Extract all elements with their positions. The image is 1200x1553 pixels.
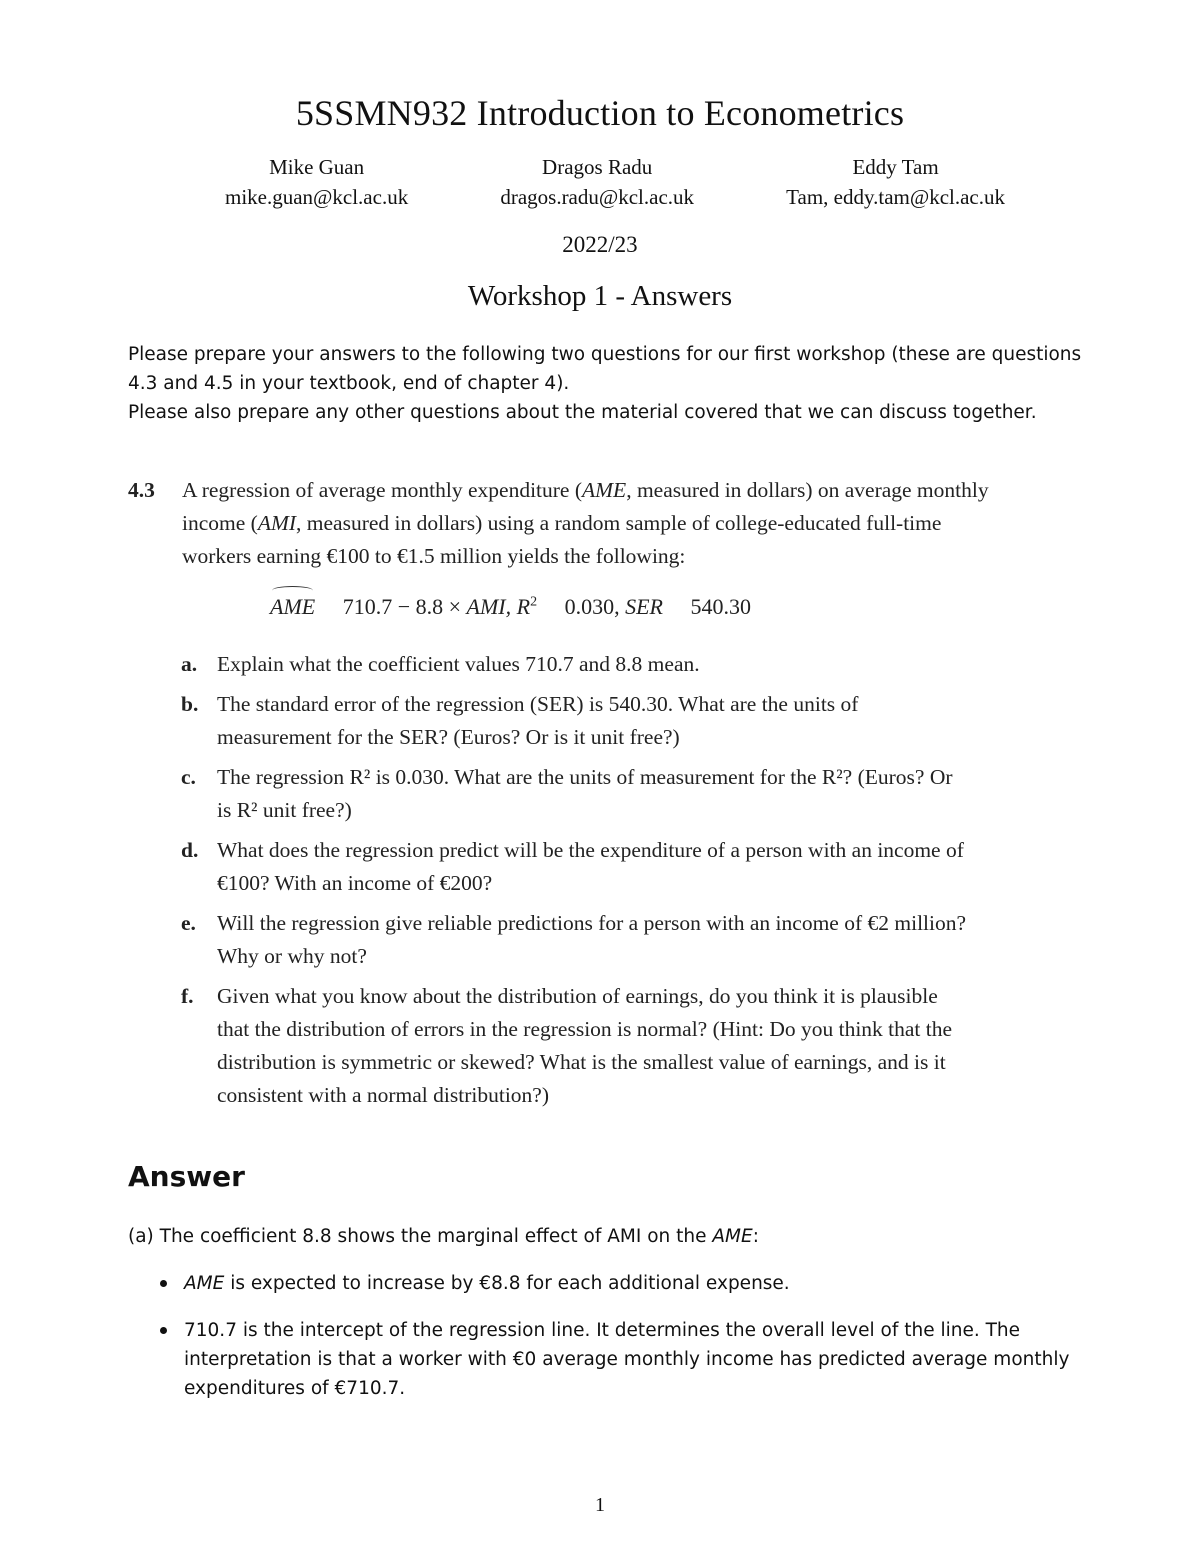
- equation-ami: AMI: [466, 594, 506, 619]
- answer-heading: Answer: [128, 1160, 245, 1193]
- part-label: d.: [181, 838, 199, 862]
- part-text: The standard error of the regression (SER) is 540.30. What are the units of measurement for the SER? (Euros? Or is it unit free?): [217, 692, 859, 749]
- question-part-c: [181, 761, 971, 827]
- part-label: b.: [181, 692, 199, 716]
- answer-intro-text: (a) The coefficient 8.8 shows the marginal effect of AMI on the: [128, 1226, 713, 1247]
- answer-bullets: [128, 1269, 1103, 1403]
- document-subtitle: Workshop 1 - Answers: [467, 280, 733, 312]
- stem-text: , measured in dollars) using a random sample of college-educated full-time workers earning €100 to €1.5 million yields the following:: [182, 511, 942, 568]
- intro-line-1: Please prepare your answers to the following two questions for our first workshop (these are questions 4.3 and 4.5 in your textbook, end of chapter 4).: [128, 344, 1082, 394]
- part-text: The regression R² is 0.030. What are the units of measurement for the R²? (Euros? Or is R² unit free?): [217, 765, 953, 822]
- equation-r2-exponent: 2: [530, 594, 538, 610]
- stem-text: A regression of average monthly expenditure (: [182, 478, 583, 502]
- bullet-icon: [160, 1327, 167, 1334]
- stem-var-ame: AME: [582, 478, 627, 502]
- stem-var-ami: AMI: [257, 511, 297, 535]
- part-text: Will the regression give reliable predictions for a person with an income of €2 million? Why or why not?: [217, 911, 967, 968]
- question-block: [128, 474, 1008, 573]
- document-title: 5SSMN932 Introduction to Econometrics: [295, 93, 905, 133]
- question-part-e: [181, 907, 971, 973]
- equation-ser: SER: [625, 594, 663, 619]
- answer-body: [128, 1222, 1103, 1421]
- part-text: Given what you know about the distribution of earnings, do you think it is plausible that the distribution of errors in the regression is normal? (Hint: Do you think that the distribution is symmetric or skewed? What is the smallest value of earnings, and is it consistent with a normal distribution?): [217, 984, 953, 1107]
- question-part-a: [181, 648, 971, 681]
- part-label: e.: [181, 911, 196, 935]
- stem-text: , measured in dollars) on average monthly income (: [182, 478, 989, 535]
- bullet-text: 710.7 is the intercept of the regression line. It determines the overall level of the line. The interpretation is that a worker with €0 average monthly income has predicted average monthly expenditures of €710.7.: [184, 1320, 1070, 1399]
- question-parts: [181, 648, 971, 1119]
- question-number: 4.3: [128, 478, 155, 502]
- answer-intro: [128, 1222, 1103, 1251]
- intro-line-2: Please also prepare any other questions about the material covered that we can discuss together.: [128, 402, 1037, 423]
- question-part-f: [181, 980, 971, 1112]
- academic-year: 2022/23: [562, 232, 638, 257]
- author-name: Eddy Tam: [852, 155, 939, 179]
- question-stem: [182, 474, 1008, 573]
- author-name: Dragos Radu: [542, 155, 653, 179]
- bullet-text: is expected to increase by €8.8 for each additional expense.: [224, 1273, 790, 1294]
- intro-paragraph: [128, 340, 1108, 427]
- answer-intro-end: :: [752, 1226, 759, 1247]
- page-number: 1: [595, 1494, 605, 1516]
- bullet-var-ame: AME: [184, 1273, 225, 1294]
- part-text: Explain what the coefficient values 710.7 and 8.8 mean.: [217, 652, 700, 676]
- equation-rhs: 710.7 − 8.8 ×: [315, 594, 467, 619]
- regression-equation: [270, 594, 751, 620]
- list-item: [184, 1269, 1103, 1298]
- question-part-b: [181, 688, 971, 754]
- equation-r2-value: 0.030,: [537, 594, 626, 619]
- part-label: f.: [181, 984, 194, 1008]
- author-email: Tam, eddy.tam@kcl.ac.uk: [786, 185, 1005, 209]
- author-email: mike.guan@kcl.ac.uk: [225, 185, 409, 209]
- answer-var-ame: AME: [712, 1226, 753, 1247]
- equation-r2: , R: [505, 594, 531, 619]
- author-1: [225, 152, 408, 212]
- question-part-d: [181, 834, 971, 900]
- bullet-icon: [160, 1280, 167, 1287]
- author-name: Mike Guan: [269, 155, 365, 179]
- part-label: a.: [181, 652, 198, 676]
- equation-lhs: AME: [270, 594, 316, 619]
- part-text: What does the regression predict will be the expenditure of a person with an income of €100? With an income of €200?: [217, 838, 964, 895]
- author-list: [225, 152, 1005, 212]
- list-item: [184, 1316, 1103, 1403]
- author-2: [500, 152, 694, 212]
- author-3: [786, 152, 1005, 212]
- equation-ser-value: 540.30: [662, 594, 751, 619]
- part-label: c.: [181, 765, 196, 789]
- author-email: dragos.radu@kcl.ac.uk: [500, 185, 695, 209]
